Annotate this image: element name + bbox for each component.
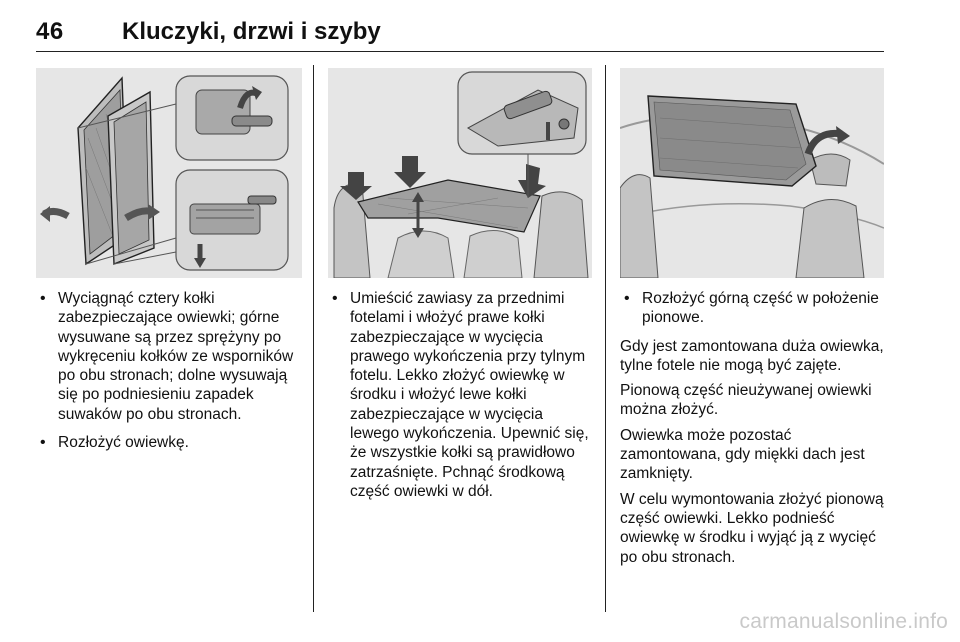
- instruction-bullet: • Wyciągnąć cztery kołki zabezpieczające owiewki; górne wysuwane są przez sprężyny po wykręceniu kołków ze wsporników po obu stronach; dolne wysuwają się po podniesieniu zapadek suwaków po obu stronach.: [36, 289, 300, 424]
- column-divider-1: [313, 65, 314, 612]
- instruction-bullet: • Umieścić zawiasy za przednimi fotelami i włożyć prawe kołki zabezpieczające w wycięcia prawego wykończenia przy tylnym fotelu. Lekko złożyć owiewkę w środku i włożyć lewe kołki zabezpieczające w wycięcia lewego wykończenia. Upewnić się, że wszystkie kołki są prawidłowo zatrzaśnięte. Pchnąć środkową część owiewki w dół.: [328, 289, 594, 501]
- header-rule: [36, 51, 884, 52]
- illustration-fold-deflector: [36, 68, 302, 278]
- instruction-bullet: • Rozłożyć górną część w położenie pionowe.: [620, 289, 888, 328]
- note-paragraph: W celu wymontowania złożyć pionową część owiewki. Lekko podnieść owiewkę w środku i wyjąć ją z wycięć po obu stronach.: [620, 490, 884, 566]
- illustration-install-deflector: [328, 68, 592, 278]
- instruction-bullet: • Rozłożyć owiewkę.: [36, 433, 300, 452]
- column-2: [328, 289, 594, 510]
- column-divider-2: [605, 65, 606, 612]
- column-3: [620, 289, 888, 573]
- note-paragraph: Pionową część nieużywanej owiewki można złożyć.: [620, 382, 872, 419]
- note-paragraph: Gdy jest zamontowana duża owiewka, tylne fotele nie mogą być zajęte.: [620, 337, 884, 374]
- chapter-title: Kluczyki, drzwi i szyby: [122, 18, 381, 45]
- illustration-raise-deflector: [620, 68, 884, 278]
- note-paragraph: Owiewka może pozostać zamontowana, gdy miękki dach jest zamknięty.: [620, 426, 865, 483]
- column-1: [36, 289, 300, 461]
- watermark: carmanualsonline.info: [739, 610, 948, 633]
- page-number: 46: [36, 18, 64, 45]
